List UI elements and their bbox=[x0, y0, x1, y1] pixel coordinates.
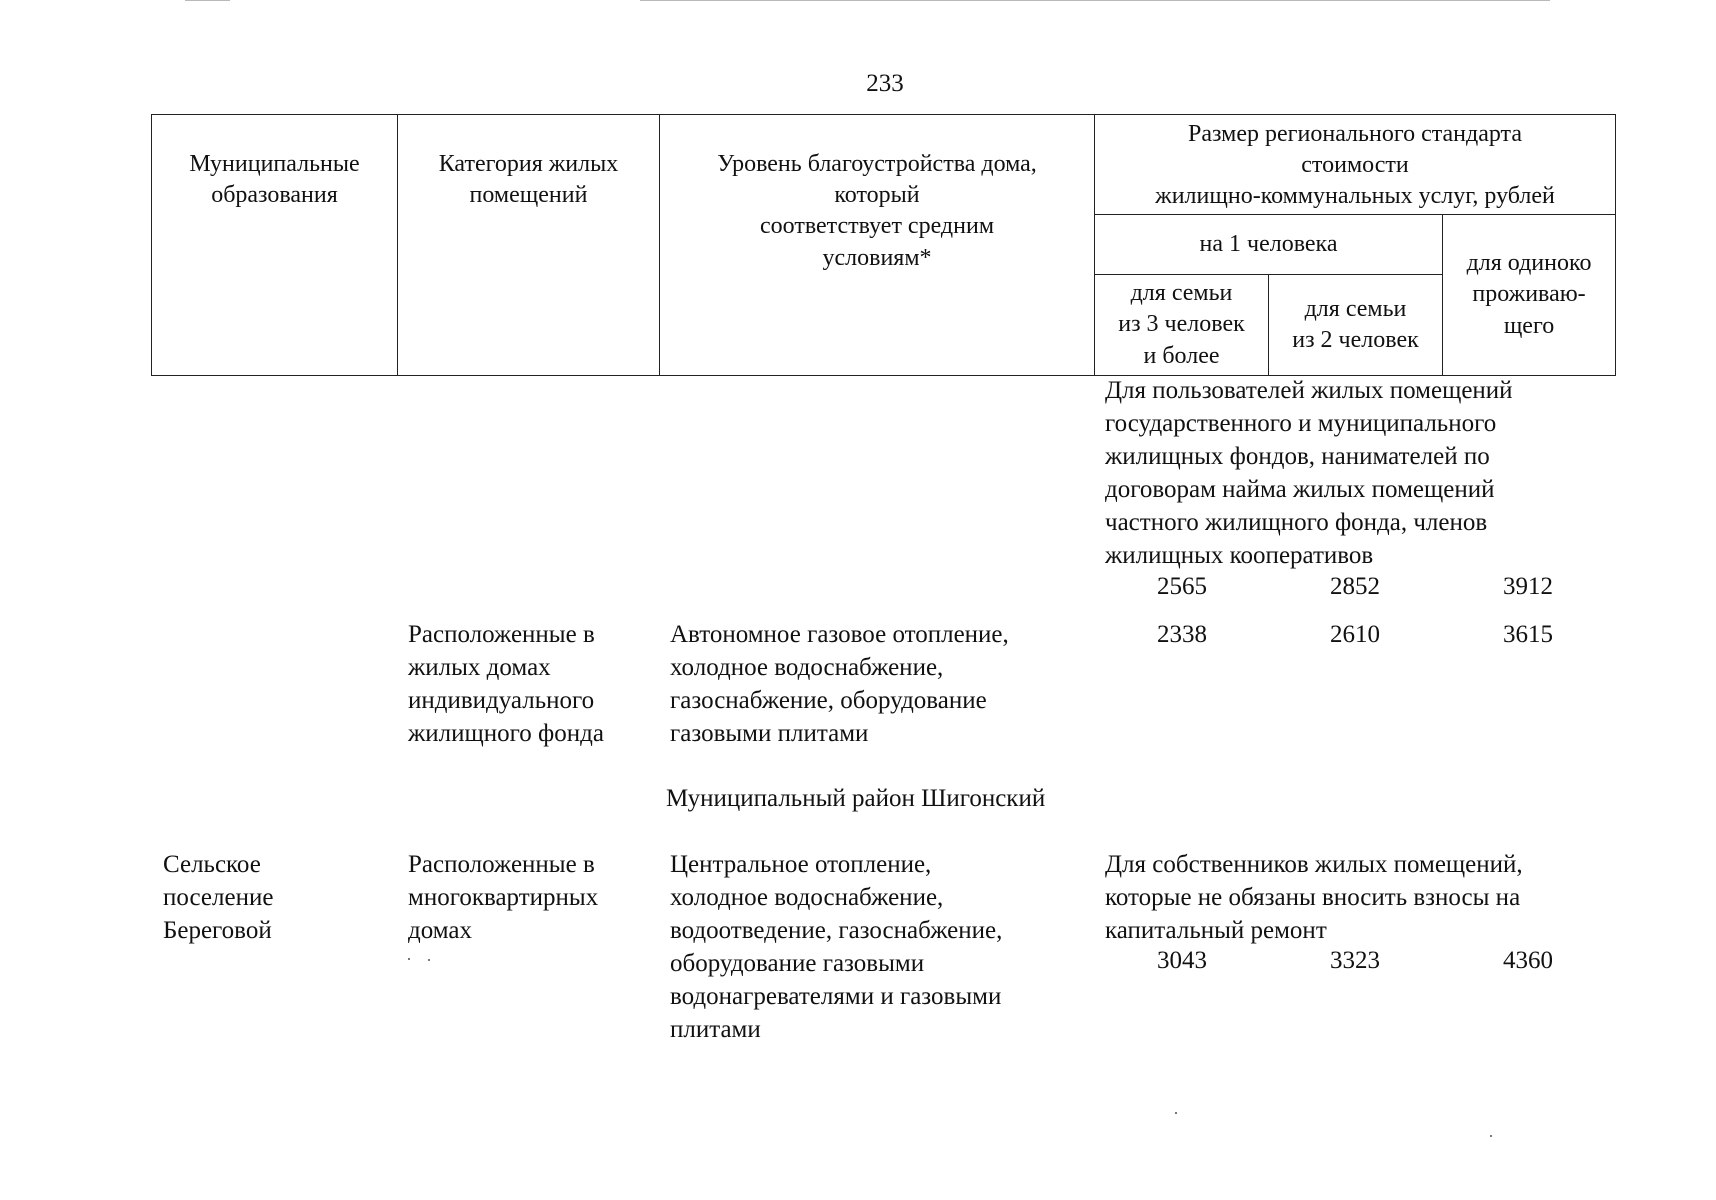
category-apartment-buildings: Расположенные в многоквартирных домах bbox=[408, 851, 599, 944]
scan-speck bbox=[1490, 1135, 1492, 1137]
header-municipality-label: Муниципальные образования bbox=[189, 151, 360, 209]
header-standard-size-label: Размер регионального стандарта стоимости жилищно-коммунальных услуг, рублей bbox=[1155, 121, 1555, 210]
header-standard-size bbox=[1095, 115, 1616, 215]
level-beregovoy: Центральное отопление, холодное водоснабжение, водоотведение, газоснабжение, оборудование газовыми водонагревателями и газовыми плитами bbox=[670, 851, 1003, 1043]
category-individual: Расположенные в жилых домах индивидуального жилищного фонда bbox=[408, 621, 604, 747]
header-per-person-label: на 1 человека bbox=[1199, 230, 1338, 257]
scan-speck bbox=[408, 958, 410, 960]
header-per-person bbox=[1095, 215, 1443, 275]
header-single-label: для одиноко проживаю- щего bbox=[1466, 250, 1592, 339]
value-single: 3912 bbox=[1503, 573, 1553, 600]
value-family3: 3043 bbox=[1157, 947, 1207, 974]
page-number: 233 bbox=[866, 70, 904, 97]
header-level bbox=[660, 115, 1095, 376]
district-title: Муниципальный район Шигонский bbox=[666, 785, 1046, 812]
header-level-label: Уровень благоустройства дома, который соответствует средним условиям* bbox=[717, 151, 1037, 271]
header-family3 bbox=[1095, 275, 1269, 376]
value-family3: 2565 bbox=[1157, 573, 1207, 600]
header-category bbox=[398, 115, 660, 376]
owners-note: Для собственников жилых помещений, которые не обязаны вносить взносы на капитальный ремонт bbox=[1105, 851, 1523, 944]
level-individual: Автономное газовое отопление, холодное водоснабжение, газоснабжение, оборудование газовыми плитами bbox=[670, 621, 1009, 747]
header-municipality bbox=[152, 115, 398, 376]
table-header bbox=[151, 114, 1616, 376]
header-family2-label: для семьи из 2 человек bbox=[1292, 295, 1419, 353]
header-single bbox=[1443, 215, 1616, 376]
user-group-note: Для пользователей жилых помещений государственного и муниципального жилищных фондов, нанимателей по договорам найма жилых помещений частного жилищного фонда, членов жилищных кооперативов bbox=[1105, 377, 1513, 569]
header-family2 bbox=[1269, 275, 1443, 376]
municipality-beregovoy: Сельское поселение Береговой bbox=[163, 851, 274, 944]
scan-artifact-line bbox=[640, 0, 1550, 1]
value-family2: 2610 bbox=[1330, 621, 1380, 648]
scan-artifact-line bbox=[185, 0, 230, 1]
value-family2: 3323 bbox=[1330, 947, 1380, 974]
header-family3-label: для семьи из 3 человек и более bbox=[1118, 280, 1245, 369]
header-category-label: Категория жилых помещений bbox=[438, 151, 619, 209]
value-single: 4360 bbox=[1503, 947, 1553, 974]
value-family3: 2338 bbox=[1157, 621, 1207, 648]
scan-speck bbox=[1175, 1112, 1177, 1114]
value-family2: 2852 bbox=[1330, 573, 1380, 600]
value-single: 3615 bbox=[1503, 621, 1553, 648]
scan-speck bbox=[428, 959, 430, 961]
